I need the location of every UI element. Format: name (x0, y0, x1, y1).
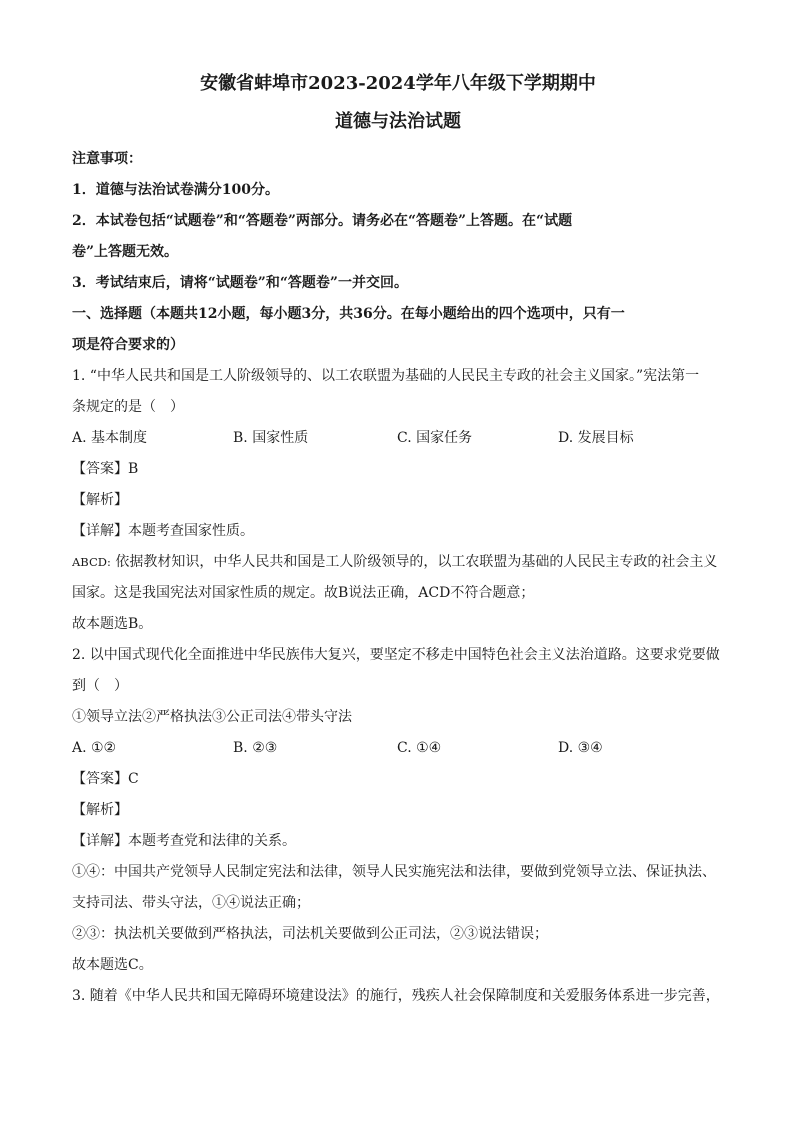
question-1-explain-cont: 国家。这是我国宪法对国家性质的规定。故B说法正确，ACD不符合题意； (72, 585, 535, 601)
option-c: C. ①④ (397, 740, 442, 756)
option-b: B. ②③ (233, 740, 278, 756)
question-1-options (72, 423, 724, 454)
option-d: D. 发展目标 (558, 430, 634, 446)
question-1-analysis-tag: 【解析】 (72, 492, 128, 508)
answer-tag: 【答案】 (72, 461, 128, 477)
detail-text: 本题考查党和法律的关系。 (128, 833, 296, 849)
question-1-detail (72, 516, 724, 547)
page-subtitle: 道德与法治试题 (335, 111, 461, 132)
notice-heading: 注意事项： (72, 151, 142, 167)
question-1-stem-cont: 条规定的是（ ） (72, 399, 184, 415)
answer-value: C (128, 771, 139, 787)
notice-item: 3．考试结束后，请将“试题卷”和“答题卷”一并交回。 (72, 275, 408, 291)
detail-tag: 【详解】 (72, 833, 128, 849)
question-2-statements: ①领导立法②严格执法③公正司法④带头守法 (72, 709, 352, 725)
question-1-answer (72, 454, 724, 485)
explain-text: 依据教材知识，中华人民共和国是工人阶级领导的，以工农联盟为基础的人民民主专政的社会主义 (110, 554, 718, 570)
section-heading: 一、选择题（本题共12小题，每小题3分，共36分。在每小题给出的四个选项中，只有一 (72, 306, 625, 322)
question-2-explain-cont: 支持司法、带头守法，①④说法正确； (72, 895, 310, 911)
explain-prefix: ABCD: (72, 555, 111, 569)
question-2-answer (72, 764, 724, 795)
notice-item: 卷”上答题无效。 (72, 244, 179, 260)
question-2-explain: ①④：中国共产党领导人民制定宪法和法律，领导人民实施宪法和法律，要做到党领导立法、保证执法、 (72, 864, 716, 880)
question-2-conclusion: 故本题选C。 (72, 957, 153, 973)
question-2-explain-cont: ②③：执法机关要做到严格执法，司法机关要做到公正司法，②③说法错误； (72, 926, 548, 942)
option-a: A. 基本制度 (72, 430, 148, 446)
question-2-analysis-tag: 【解析】 (72, 802, 128, 818)
answer-value: B (128, 461, 139, 477)
option-d: D. ③④ (558, 740, 603, 756)
detail-tag: 【详解】 (72, 523, 128, 539)
document-page (72, 66, 724, 1012)
notice-item: 2．本试卷包括“试题卷”和“答题卷”两部分。请务必在“答题卷”上答题。在“试题 (72, 213, 573, 229)
option-a: A. ①② (72, 740, 117, 756)
option-c: C. 国家任务 (397, 430, 473, 446)
question-1-stem: 1. “中华人民共和国是工人阶级领导的、以工农联盟为基础的人民民主专政的社会主义国家。”宪法第一 (72, 368, 700, 384)
question-2-detail (72, 826, 724, 857)
page-title: 安徽省蚌埠市2023-2024学年八年级下学期期中 (200, 73, 596, 94)
option-b: B. 国家性质 (233, 430, 309, 446)
question-2-options (72, 733, 724, 764)
answer-tag: 【答案】 (72, 771, 128, 787)
section-heading-cont: 项是符合要求的） (72, 337, 184, 353)
question-1-explain (72, 547, 724, 578)
question-2-stem: 2. 以中国式现代化全面推进中华民族伟大复兴，要坚定不移走中国特色社会主义法治道路。这要求党要做 (72, 647, 720, 663)
notice-item: 1．道德与法治试卷满分100分。 (72, 182, 279, 198)
question-3-stem: 3. 随着《中华人民共和国无障碍环境建设法》的施行，残疾人社会保障制度和关爱服务体系进一步完善， (72, 988, 720, 1004)
question-2-stem-cont: 到（ ） (72, 678, 128, 694)
detail-text: 本题考查国家性质。 (128, 523, 254, 539)
question-1-conclusion: 故本题选B。 (72, 616, 153, 632)
